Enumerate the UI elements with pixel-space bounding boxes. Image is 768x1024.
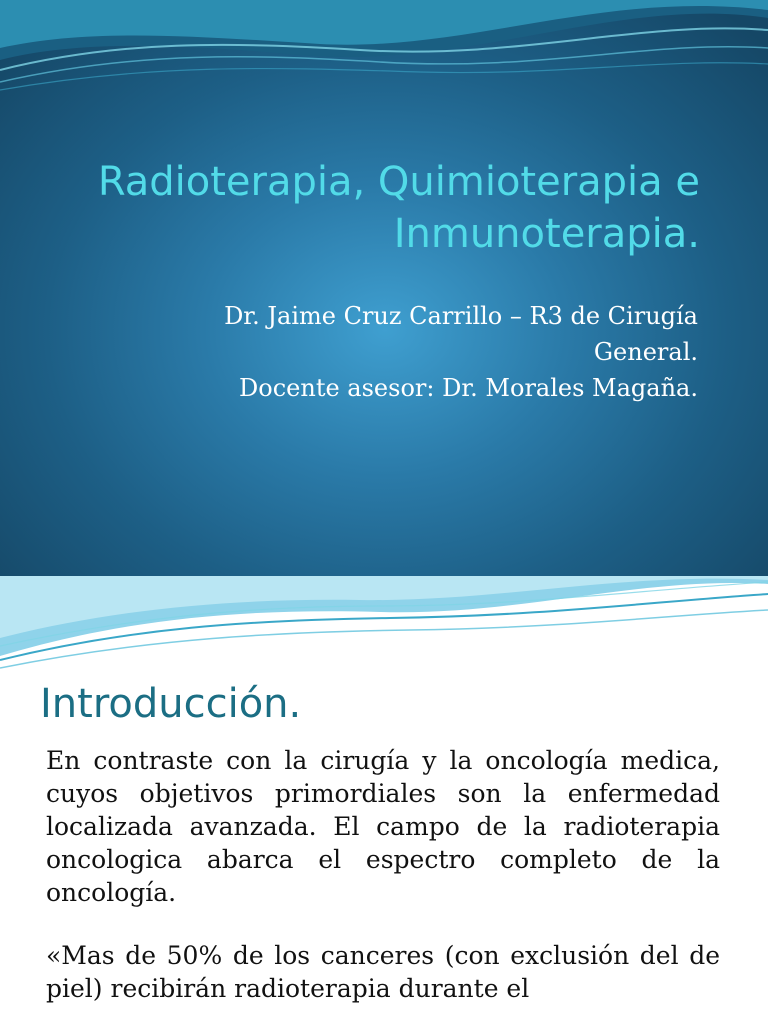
title-line-1: Radioterapia, Quimioterapia e [97,159,700,205]
subtitle-line-3: Docente asesor: Dr. Morales Magaña. [239,374,698,402]
body-paragraph-2: «Mas de 50% de los canceres (con exclusión del de piel) recibirán radioterapia durante el [46,941,720,1003]
subtitle-line-2: General. [593,338,698,366]
body-paragraph-1: En contraste con la cirugía y la oncología medica, cuyos objetivos primordiales son la enfermedad localizada avanzada. El campo de la radioterapia oncologica abarca el espectro completo de la oncología. [46,746,720,907]
wave-decoration [0,576,768,672]
title-line-2: Inmunoterapia. [393,211,700,257]
slide-title [40,156,700,260]
slide-subtitle [78,298,698,406]
slide-body [46,744,720,1024]
subtitle-line-1: Dr. Jaime Cruz Carrillo – R3 de Cirugía [224,302,698,330]
wave-decoration [0,0,768,100]
intro-slide [0,576,768,1024]
slide-heading: Introducción. [40,681,302,727]
